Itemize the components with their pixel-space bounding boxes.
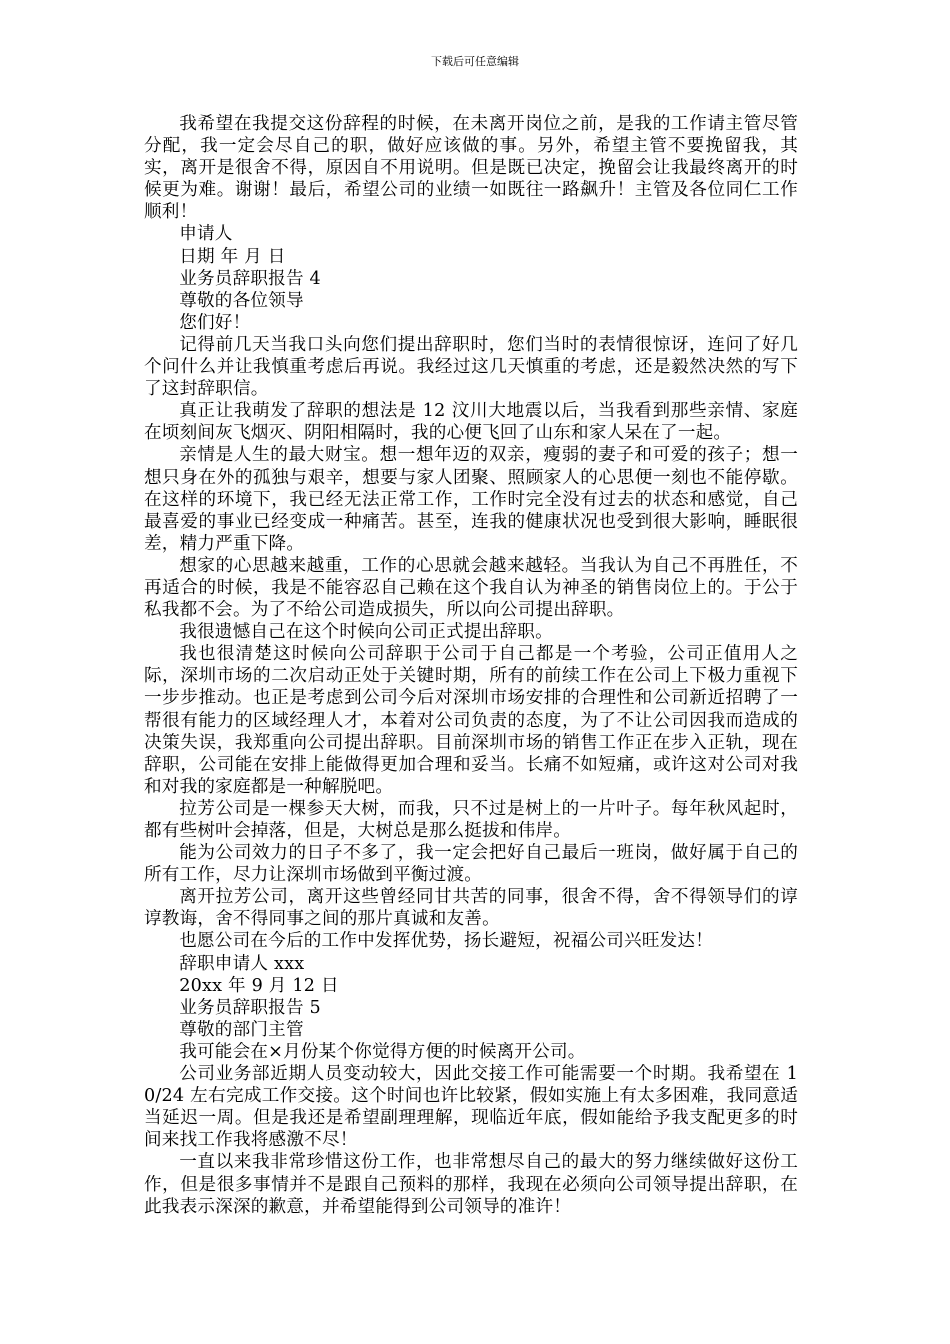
report-4-paragraph: 我很遗憾自己在这个时候向公司正式提出辞职。: [179, 622, 553, 643]
document-body: [144, 113, 798, 1218]
report-5-salutation: 尊敬的部门主管: [179, 1019, 304, 1040]
report-4-salutation: 尊敬的各位领导: [179, 290, 304, 311]
report-4-date: 20xx 年 9 月 12 日: [179, 975, 339, 996]
report-4-greeting: 您们好！: [179, 312, 251, 333]
report-4-paragraph: 能为公司效力的日子不多了，我一定会把好自己最后一班岗，做好属于自己的所有工作，尽力让深圳市场做到平衡过渡。: [144, 843, 798, 886]
report-5-paragraph: 公司业务部近期人员变动较大，因此交接工作可能需要一个时期。我希望在 10/24 左右完成工作交接。这个时间也许比较紧，假如实施上有太多困难，我同意适当延迟一周。但是我还是希望副理理解，现临近年底，假如能给予我支配更多的时间来找工作我将感激不尽！: [144, 1064, 798, 1151]
report-4-paragraph: 想家的心思越来越重，工作的心思就会越来越轻。当我认为自己不再胜任，不再适合的时候，我是不能容忍自己赖在这个我自认为神圣的销售岗位上的。于公于私我都不会。为了不给公司造成损失，所以向公司提出辞职。: [144, 555, 798, 621]
page-header-note: 下载后可任意编辑: [431, 55, 519, 68]
report-4-paragraph: 我也很清楚这时候向公司辞职于公司于自己都是一个考验，公司正值用人之际，深圳市场的二次启动正处于关键时期，所有的前续工作在公司上下极力重视下一步步推动。也正是考虑到公司今后对深圳市场安排的合理性和公司新近招聘了一帮很有能力的区域经理人才，本着对公司负责的态度，为了不让公司因我而造成的决策失误，我郑重向公司提出辞职。目前深圳市场的销售工作正在步入正轨，现在辞职，公司能在安排上能做得更加合理和妥当。长痛不如短痛，或许这对公司对我和对我的家庭都是一种解脱吧。: [144, 644, 798, 797]
report-4-paragraph: 拉芳公司是一棵参天大树，而我，只不过是树上的一片叶子。每年秋风起时，都有些树叶会掉落，但是，大树总是那么挺拔和伟岸。: [144, 798, 798, 841]
signature-applicant: 申请人: [179, 224, 233, 245]
report-4-paragraph: 亲情是人生的最大财宝。想一想年迈的双亲，瘦弱的妻子和可爱的孩子；想一想只身在外的孤独与艰辛，想要与家人团聚、照顾家人的心思便一刻也不能停歇。在这样的环境下，我已经无法正常工作，工作时完全没有过去的状态和感觉，自己最喜爱的事业已经变成一种痛苦。甚至，连我的健康状况也受到很大影响，睡眠很差，精力严重下降。: [144, 445, 798, 554]
report-4-title: 业务员辞职报告 4: [179, 268, 321, 289]
report-4-signature: 辞职申请人 xxx: [179, 953, 305, 974]
report-4-paragraph: 离开拉芳公司，离开这些曾经同甘共苦的同事，很舍不得，舍不得领导们的谆谆教诲，舍不得同事之间的那片真诚和友善。: [144, 887, 798, 930]
report-4-paragraph: 真正让我萌发了辞职的想法是 12 汶川大地震以后，当我看到那些亲情、家庭在顷刻间灰飞烟灭、阴阳相隔时，我的心便飞回了山东和家人呆在了一起。: [144, 401, 798, 444]
report-5-paragraph: 一直以来我非常珍惜这份工作，也非常想尽自己的最大的努力继续做好这份工作，但是很多事情并不是跟自己预料的那样，我现在必须向公司领导提出辞职，在此我表示深深的歉意，并希望能得到公司领导的准许！: [144, 1152, 798, 1217]
report-4-paragraph: 也愿公司在今后的工作中发挥优势，扬长避短，祝福公司兴旺发达！: [179, 931, 714, 952]
report-5-paragraph: 我可能会在×月份某个你觉得方便的时候离开公司。: [179, 1041, 586, 1062]
report-4-paragraph: 记得前几天当我口头向您们提出辞职时，您们当时的表情很惊讶，连问了好几个问什么并让我慎重考虑后再说。我经过这几天慎重的考虑，还是毅然决然的写下了这封辞职信。: [144, 334, 798, 400]
report-5-title: 业务员辞职报告 5: [179, 997, 321, 1018]
paragraph-closing-request: 我希望在我提交这份辞程的时候，在未离开岗位之前，是我的工作请主管尽管分配，我一定会尽自己的职，做好应该做的事。另外，希望主管不要挽留我，其实，离开是很舍不得，原因自不用说明。但是既已决定，挽留会让我最终离开的时候更为难。谢谢！最后，希望公司的业绩一如既往一路飙升！主管及各位同仁工作顺利！: [144, 114, 798, 223]
signature-date: 日期 年 月 日: [179, 246, 286, 267]
